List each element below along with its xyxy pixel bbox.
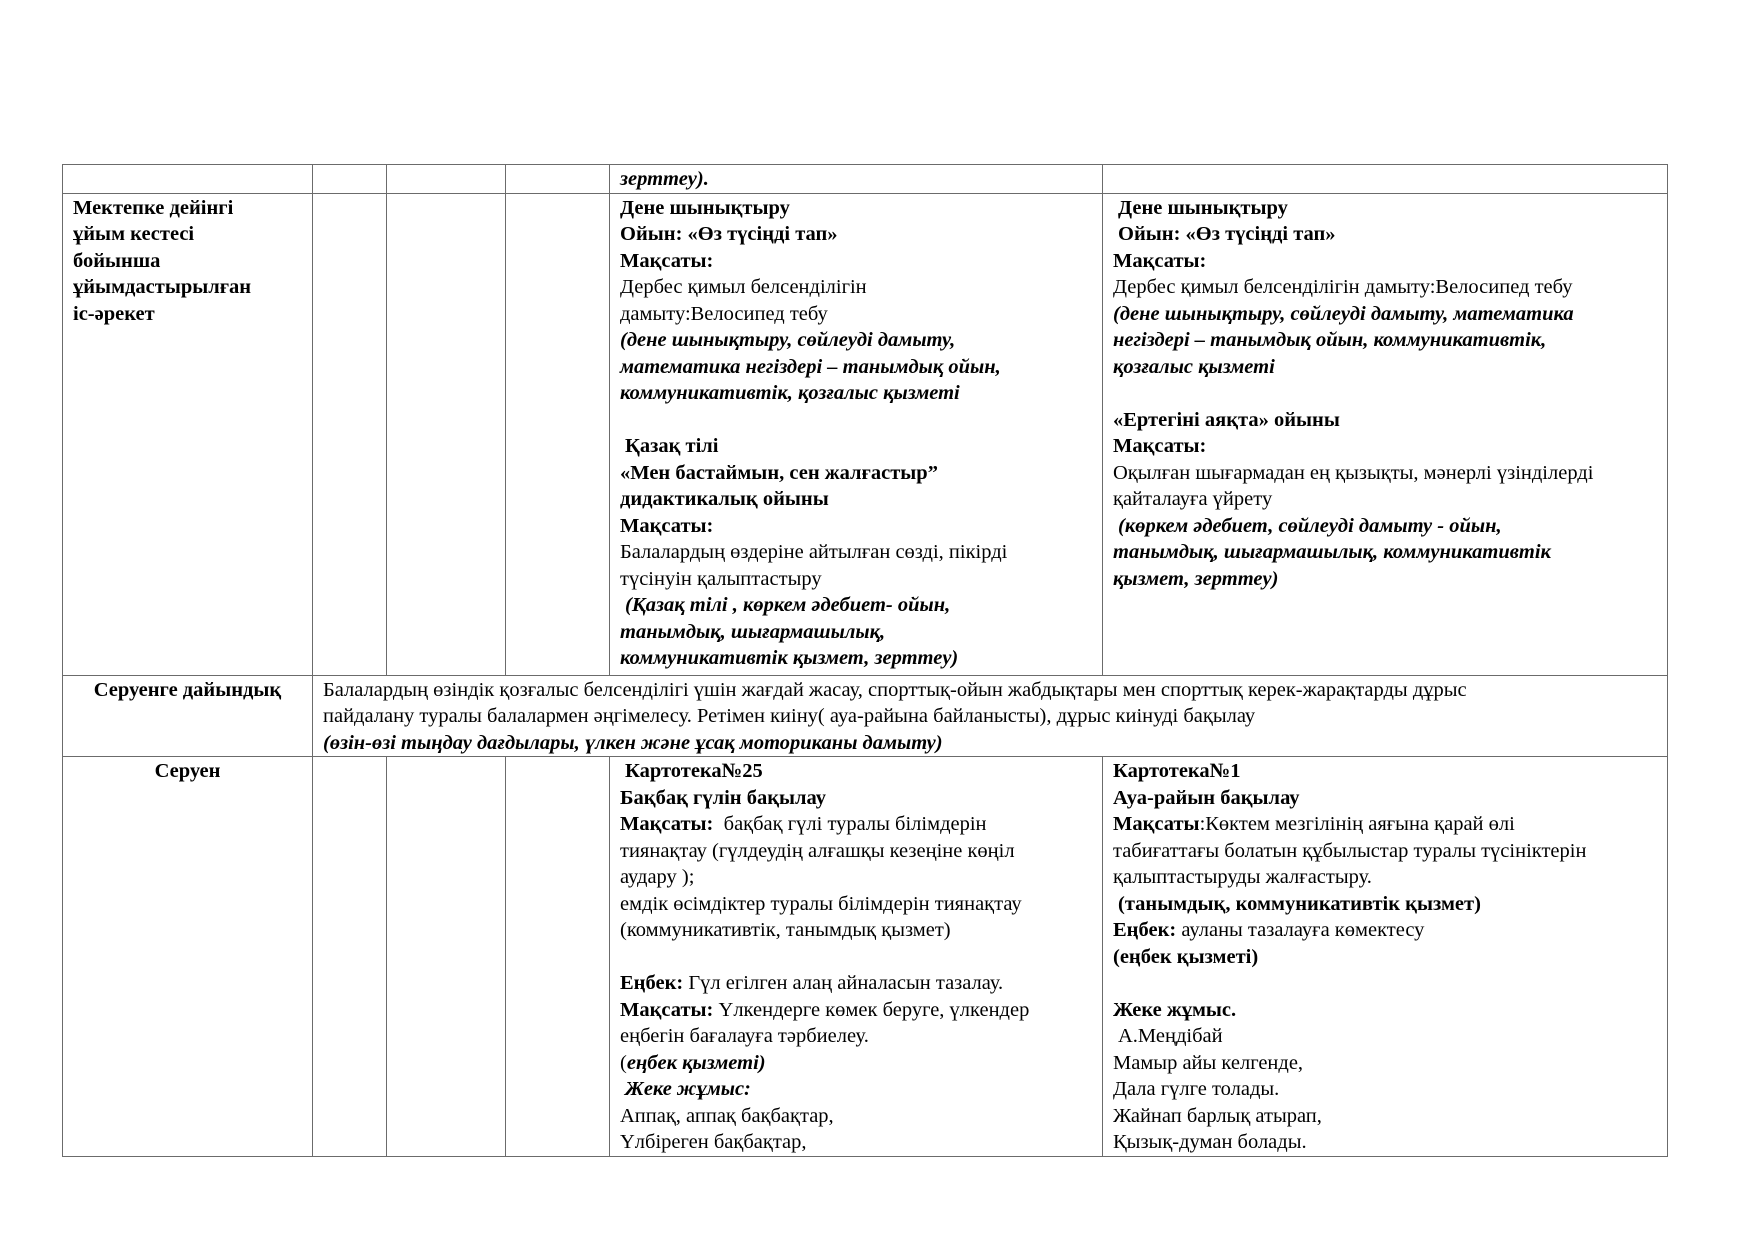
poem-line: Мамыр айы келгенде,	[1113, 1051, 1304, 1074]
poem-line: Үлбіреген бақбақтар,	[620, 1131, 807, 1153]
activity-areas: (танымдық, коммуникативтік қызмет)	[1118, 892, 1481, 915]
cell-empty	[506, 193, 610, 675]
row-label-walk: Серуен	[63, 757, 313, 1157]
cell-empty	[506, 165, 610, 194]
poem-line: Аппақ, аппақ бақбақтар,	[620, 1104, 834, 1127]
game-title: «Ертегіні аяқта» ойыны	[1113, 408, 1340, 431]
spacer	[1113, 970, 1657, 997]
individual-work-label: Жеке жұмыс.	[1113, 998, 1237, 1021]
goal-label: Мақсаты:	[1113, 249, 1207, 272]
goal-label: Мақсаты:	[620, 514, 714, 537]
cell-empty	[313, 193, 387, 675]
continuation-text: зерттеу).	[620, 168, 709, 190]
observation-title: Ауа-райын бақылау	[1113, 786, 1300, 809]
goal-label: Мақсаты:	[1113, 435, 1207, 457]
goal-label: Мақсаты:	[620, 813, 714, 835]
game-title: «Мен бастаймын, сен жалғастыр”	[620, 461, 938, 484]
individual-work-label: Жеке жұмыс:	[625, 1078, 751, 1100]
table-row	[63, 675, 1668, 757]
game-title: Ойын: «Өз түсіңді тап»	[1118, 223, 1336, 245]
plan-table	[62, 164, 1668, 1157]
observation-title: Бақбақ гүлін бақылау	[620, 786, 827, 809]
poem-author: А.Меңдібай	[1118, 1025, 1223, 1047]
activity-heading: Дене шынықтыру	[620, 196, 790, 219]
cell-col4	[610, 165, 1103, 194]
row-label-activity: Мектепке дейінгі ұйым кестесі бойынша ұйымдастырылған іс-әрекет	[63, 193, 313, 675]
poem-line: Қызық-думан болады.	[1113, 1131, 1307, 1153]
poem-line: Жайнап барлық атырап,	[1113, 1104, 1322, 1127]
cell-activity-col4: Дене шынықтыру Ойын: «Өз түсіңді тап» Мақсаты: Дербес қимыл белсенділігін дамыту:Велосипед тебу (дене шынықтыру, сөйлеуді дамыту, математика негіздері – танымдық ойын, коммуникативтік, қозғалыс қызметі Қазақ тілі «Мен бастаймын, сен жалғастыр” дидактикалық ойыны Мақсаты: Балалардың өздеріне айтылған сөзді, пікірді түсінуін қалыптастыру (Қазақ тілі , көркем әдебиет- ойын, танымдық, шығармашылық, коммуникативтік қызмет, зерттеу)	[610, 193, 1103, 675]
labor-label: Еңбек:	[1113, 919, 1177, 941]
cell-empty	[1103, 165, 1668, 194]
activity-heading: Қазақ тілі	[625, 435, 719, 457]
card-number: Картотека№1	[1113, 760, 1241, 782]
poem-line: Дала гүлге толады.	[1113, 1078, 1280, 1100]
goal-label: Мақсаты:	[620, 249, 714, 272]
cell-walk-col4: Картотека№25 Бақбақ гүлін бақылау Мақсаты: бақбақ гүлі туралы білімдерін тиянақтау (гүлдеудің алғашқы кезеңіне көңіл аудару ); емдік өсімдіктер туралы білімдерін тиянақтау (коммуникативтік, танымдық қызмет) Еңбек: Гүл егілген алаң айналасын тазалау. Мақсаты: Үлкендерге көмек беруге, үлкендер еңбегін бағалауға тәрбиелеу. (еңбек қызметі) Жеке жұмыс: Аппақ, аппақ бақбақтар, Үлбіреген бақбақтар,	[610, 757, 1103, 1157]
cell-activity-col5: Дене шынықтыру Ойын: «Өз түсіңді тап» Мақсаты: Дербес қимыл белсенділігін дамыту:Велосипед тебу (дене шынықтыру, сөйлеуді дамыту, математика негіздері – танымдық ойын, коммуникативтік, қозғалыс қызметі «Ертегіні аяқта» ойыны Мақсаты: Оқылған шығармадан ең қызықты, мәнерлі үзінділерді қайталауға үйрету (көркем әдебиет, сөйлеуді дамыту - ойын, танымдық, шығармашылық, коммуникативтік қызмет, зерттеу)	[1103, 193, 1668, 675]
cell-empty	[387, 193, 506, 675]
skills-text: (өзін-өзі тыңдау дағдылары, үлкен және ұсақ моториканы дамыту)	[323, 731, 943, 754]
table-row	[63, 757, 1668, 1157]
cell-prep-text: Балалардың өзіндік қозғалыс белсенділігі үшін жағдай жасау, спорттық-ойын жабдықтары мен спорттық керек-жарақтарды дұрыс пайдалану туралы балалармен әңгімелесу. Ретімен киіну( ауа-райына байланысты), дұрыс киінуді бақылау (өзін-өзі тыңдау дағдылары, үлкен және ұсақ моториканы дамыту)	[313, 675, 1668, 757]
card-number: Картотека№25	[625, 760, 763, 782]
goal-label: Мақсаты	[1113, 813, 1200, 835]
table-row	[63, 193, 1668, 675]
labor-area: (еңбек қызметі)	[1113, 945, 1259, 968]
table-row	[63, 165, 1668, 194]
cell-walk-col5: Картотека№1 Ауа-райын бақылау Мақсаты:Көктем мезгілінің аяғына қарай өлі табиғаттағы болатын құбылыстар туралы түсініктерін қалыптастыруды жалғастыру. (танымдық, коммуникативтік қызмет) Еңбек: ауланы тазалауға көмектесу (еңбек қызметі) Жеке жұмыс. А.Меңдібай Мамыр айы келгенде, Дала гүлге толады. Жайнап барлық атырап, Қызық-думан болады.	[1103, 757, 1668, 1157]
spacer	[620, 944, 1092, 971]
cell-empty	[387, 165, 506, 194]
activity-heading: Дене шынықтыру	[1118, 196, 1288, 219]
cell-empty	[63, 165, 313, 194]
labor-label: Еңбек:	[620, 972, 684, 994]
cell-empty	[387, 757, 506, 1157]
cell-empty	[313, 165, 387, 194]
spacer	[1113, 380, 1657, 407]
cell-empty	[313, 757, 387, 1157]
goal-label: Мақсаты:	[620, 998, 714, 1021]
spacer	[620, 407, 1092, 434]
game-title: Ойын: «Өз түсіңді тап»	[620, 223, 838, 245]
labor-area: еңбек қызметі)	[626, 1051, 766, 1074]
row-label-prep: Серуенге дайындық	[63, 675, 313, 757]
cell-empty	[506, 757, 610, 1157]
